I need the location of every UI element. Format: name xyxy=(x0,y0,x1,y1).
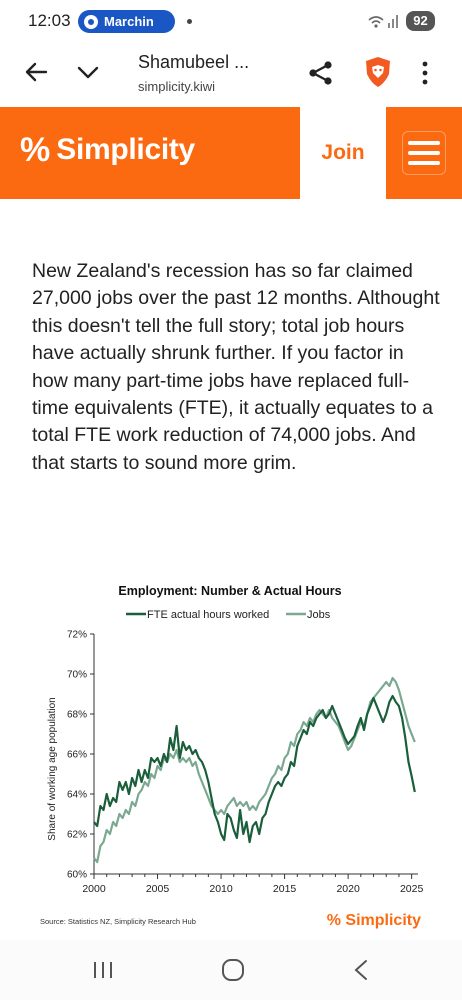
record-icon xyxy=(84,15,98,29)
legend-label-jobs: Jobs xyxy=(307,609,331,621)
chart-legend xyxy=(126,609,331,621)
x-tick-label: 2015 xyxy=(272,883,297,895)
y-tick-label: 70% xyxy=(66,669,87,681)
share-icon[interactable] xyxy=(307,59,335,92)
nav-back-icon[interactable] xyxy=(352,958,370,987)
chart-series xyxy=(94,678,415,862)
chart-source: Source: Statistics NZ, Simplicity Research Hub xyxy=(40,917,196,926)
chart-logo: % Simplicity xyxy=(326,912,421,929)
wifi-signal-icon xyxy=(367,13,399,32)
x-tick-label: 2000 xyxy=(82,883,106,895)
series-line-fte xyxy=(94,696,415,842)
more-options-icon[interactable] xyxy=(421,61,429,90)
x-tick-label: 2020 xyxy=(336,883,360,895)
x-tick-label: 2010 xyxy=(209,883,233,895)
employment-chart xyxy=(0,575,462,940)
y-tick-label: 60% xyxy=(66,869,87,881)
brand-bar xyxy=(0,107,300,199)
status-bar xyxy=(0,0,462,44)
hamburger-menu-icon xyxy=(402,131,446,175)
app-indicator-pill[interactable] xyxy=(78,10,175,33)
page-url[interactable]: simplicity.kiwi xyxy=(138,79,216,94)
y-ticks xyxy=(67,630,94,881)
browser-toolbar xyxy=(0,44,462,102)
y-tick-label: 64% xyxy=(66,789,87,801)
back-arrow-icon[interactable] xyxy=(24,61,48,88)
app-indicator-label: Marchin xyxy=(104,14,154,29)
notification-dot-icon xyxy=(187,19,192,24)
battery-indicator: 92 xyxy=(406,11,435,31)
join-button[interactable]: Join xyxy=(300,107,386,199)
series-line-jobs xyxy=(94,678,415,862)
recent-apps-icon[interactable] xyxy=(92,960,114,985)
x-tick-label: 2025 xyxy=(399,883,424,895)
article-paragraph: New Zealand's recession has so far claimed 27,000 jobs over the past 12 months. Althought this doesn't tell the full story; total job hours have actually shrunk further. If you factor in how many part-time jobs have replaced full-time equivalents (FTE), it actually equates to a total FTE work reduction of 74,000 jobs. And that starts to sound more grim. xyxy=(32,260,440,474)
site-logo[interactable] xyxy=(20,133,195,167)
x-ticks xyxy=(82,874,423,895)
android-nav-bar xyxy=(0,940,462,1000)
chevron-down-icon[interactable] xyxy=(76,62,100,87)
chart-svg xyxy=(0,575,462,940)
y-axis-label: Share of working age population xyxy=(47,697,58,841)
site-header xyxy=(0,107,462,199)
y-tick-label: 72% xyxy=(66,629,87,641)
menu-button[interactable] xyxy=(386,107,462,199)
brand-name: Simplicity xyxy=(56,133,195,166)
y-tick-label: 62% xyxy=(66,829,87,841)
brave-shield-icon[interactable] xyxy=(363,56,393,93)
legend-label-fte: FTE actual hours worked xyxy=(147,609,270,621)
percent-logo-icon: % xyxy=(20,131,51,169)
chart-title: Employment: Number & Actual Hours xyxy=(118,584,342,598)
status-time: 12:03 xyxy=(28,11,71,30)
y-tick-label: 68% xyxy=(66,709,87,721)
y-tick-label: 66% xyxy=(66,749,87,761)
page-title[interactable]: Shamubeel ... xyxy=(138,52,250,72)
home-icon[interactable] xyxy=(220,957,246,988)
x-tick-label: 2005 xyxy=(145,883,170,895)
